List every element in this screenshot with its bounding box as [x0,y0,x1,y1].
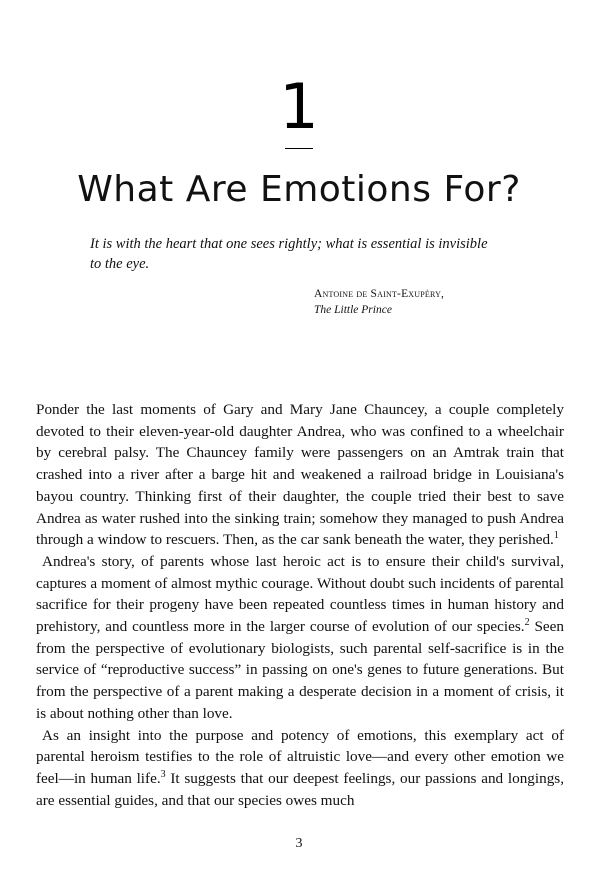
epigraph-source: The Little Prince [314,304,392,316]
paragraph-text-continued: Seen from the perspective of evolutionary biologists, such parental self-sacrifice is in the service of “reproductive success” in passing on one's genes to future generations. But from the perspective of a parent making a desperate decision in a moment of crisis, it is about nothing other than love. [36,618,564,722]
chapter-number-rule [285,148,313,149]
paragraph-text: As an insight into the purpose and potency of emotions, this exemplary act of parental heroism testifies to the role of altruistic love—and every other emotion we feel—in human life. [36,726,564,787]
paragraph [36,725,564,812]
paragraph-text-continued: It suggests that our deepest feelings, our passions and longings, are essential guides, and that our species owes much [36,769,564,809]
footnote-marker: 2 [524,616,530,628]
footnote-marker: 1 [553,530,559,542]
epigraph-quote: It is with the heart that one sees rightly; what is essential is invisible to the eye. [90,236,488,272]
paragraph-text: Ponder the last moments of Gary and Mary Jane Chauncey, a couple completely devoted to their eleven-year-old daughter Andrea, who was confined to a wheelchair by cerebral palsy. The Chauncey family were passengers on an Amtrak train that crashed into a river after a barge hit and weakened a railroad bridge in Louisiana's bayou country. Thinking first of their daughter, the couple tried their best to save Andrea as water rushed into the sinking train; somehow they managed to push Andrea through a window to rescuers. Then, as the car sank beneath the water, they perished. [36,401,564,549]
chapter-title: What Are Emotions For? [77,169,521,210]
epigraph-author: Antoine de Saint-Exupéry, [314,288,445,300]
page-number: 3 [295,836,303,851]
paragraph [36,399,564,551]
body-text [36,399,564,811]
epigraph-attribution [314,286,554,318]
paragraph [36,551,564,725]
chapter-number: 1 [279,70,319,143]
paragraph-text: Andrea's story, of parents whose last heroic act is to ensure their child's survival, captures a moment of almost mythic courage. Without doubt such incidents of parental sacrifice for their progeny have been repeated countless times in human history and prehistory, and countless more in the larger course of evolution of our species. [36,552,564,636]
footnote-marker: 3 [160,768,166,780]
